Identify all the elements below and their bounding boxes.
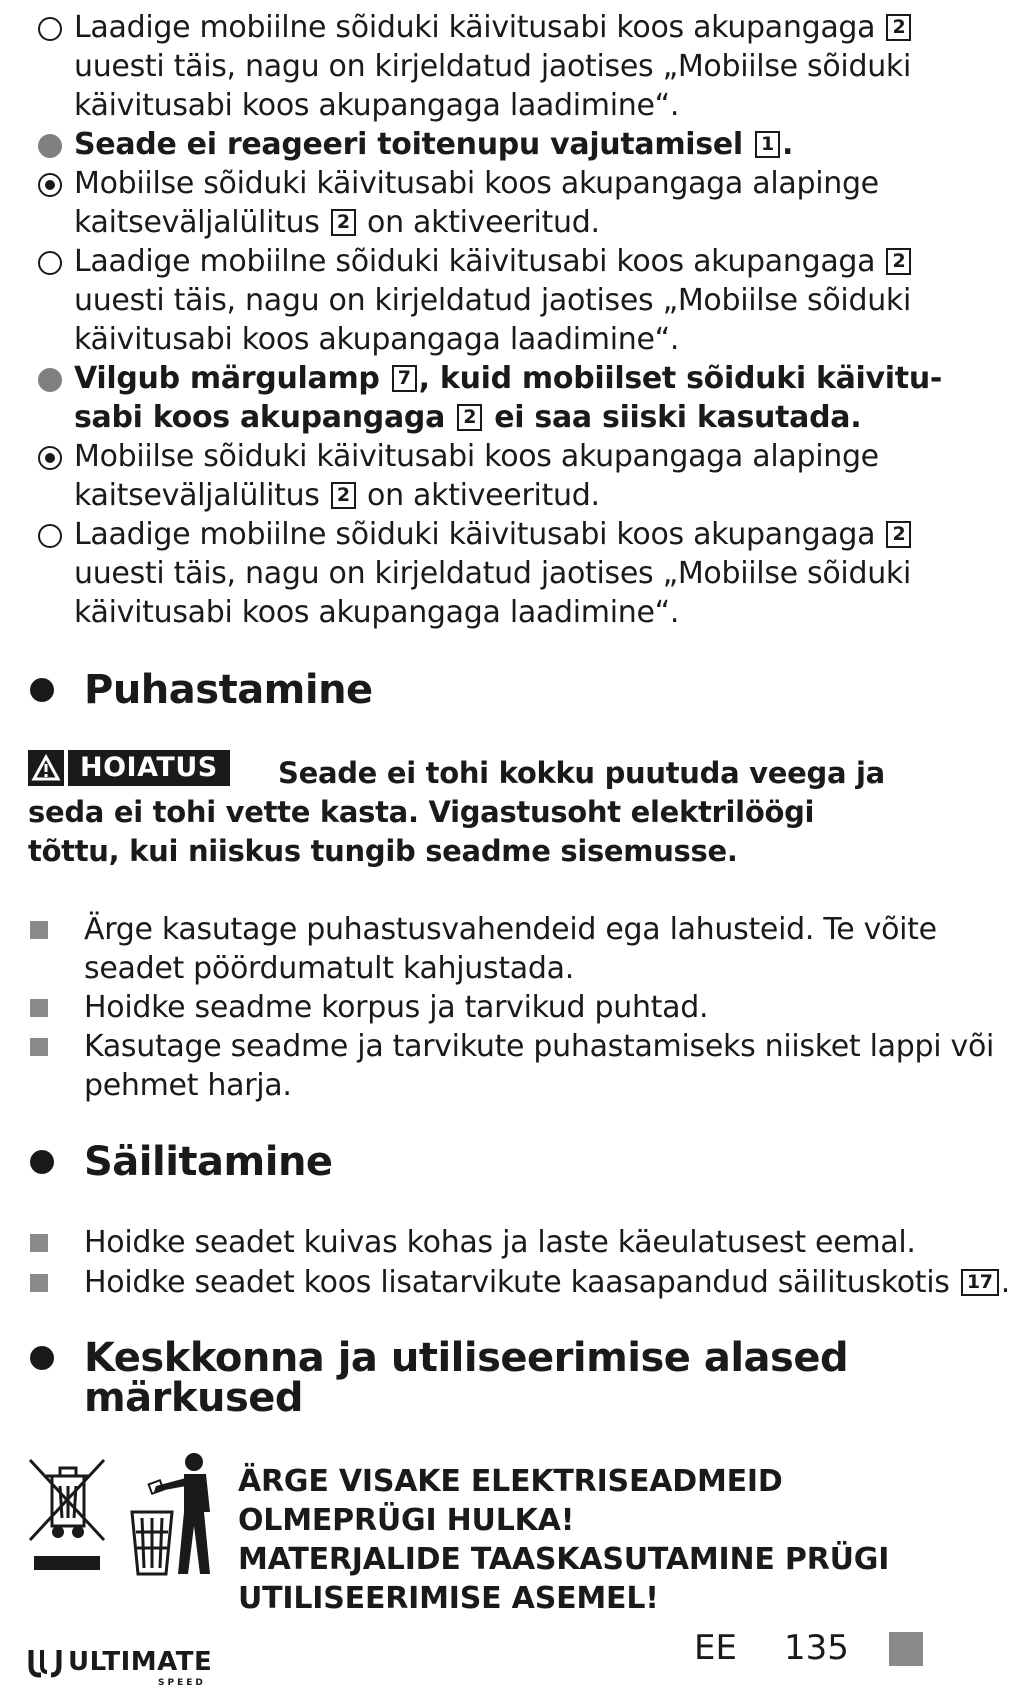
litter-disposal-icon <box>128 1452 220 1578</box>
list-item: Kasutage seadme ja tarvikute puhastamiseks niisket lappi või <box>84 1029 995 1064</box>
part-number: 17 <box>961 1269 999 1296</box>
part-number: 7 <box>392 365 417 392</box>
part-number: 2 <box>457 404 482 431</box>
fault-line <box>0 125 950 164</box>
list-item-cont: seadet pöördumatult kahjustada. <box>84 951 574 986</box>
remedy-line <box>0 554 950 593</box>
part-number: 2 <box>331 482 356 509</box>
brand-name: ULTIMATE <box>68 1647 213 1677</box>
line-text: sabi koos akupangaga 2 ei saa siiski kasutada. <box>74 400 862 435</box>
line-text: Laadige mobiilne sõiduki käivitusabi koos akupangaga 2 <box>74 242 913 281</box>
page-corner-marker <box>889 1632 923 1666</box>
list-square-icon <box>30 999 48 1017</box>
warning-text-line: seda ei tohi vette kasta. Vigastusoht elektrilöögi <box>28 795 815 829</box>
cause-bullet-icon <box>38 173 62 197</box>
list-square-icon <box>30 1274 48 1292</box>
fault-bullet-icon <box>38 368 62 392</box>
part-number: 2 <box>886 14 911 41</box>
list-item: Hoidke seadme korpus ja tarvikud puhtad. <box>84 990 709 1025</box>
line-text: Mobiilse sõiduki käivitusabi koos akupangaga alapinge <box>74 439 879 474</box>
cause-line <box>0 203 950 242</box>
cause-bullet-icon <box>38 446 62 470</box>
disposal-notice-line: MATERJALIDE TAASKASUTAMINE PRÜGI <box>238 1542 890 1577</box>
section-bullet-icon <box>30 1150 54 1174</box>
warning-badge <box>28 750 230 786</box>
remedy-line <box>0 593 950 632</box>
line-text: uuesti täis, nagu on kirjeldatud jaotises „Mobiilse sõiduki <box>74 556 912 591</box>
part-number: 2 <box>886 521 911 548</box>
cause-line <box>0 437 950 476</box>
language-code: EE <box>694 1628 737 1668</box>
part-number: 2 <box>886 248 911 275</box>
section-bullet-icon <box>30 1346 54 1370</box>
list-item: Ärge kasutage puhastusvahendeid ega lahusteid. Te võite <box>84 912 937 947</box>
remedy-line <box>0 242 950 281</box>
line-text: Laadige mobiilne sõiduki käivitusabi koos akupangaga 2 <box>74 515 913 554</box>
remedy-line <box>0 320 950 359</box>
remedy-bullet-icon <box>38 524 62 548</box>
brand-sub: SPEED <box>158 1678 206 1688</box>
environment-heading-cont: märkused <box>84 1375 304 1421</box>
part-number: 1 <box>755 131 780 158</box>
line-text: Vilgub märgulamp 7 , kuid mobiilset sõiduki käivitu- <box>74 361 943 396</box>
list-square-icon <box>30 1234 48 1252</box>
fault-bullet-icon <box>38 134 62 158</box>
cause-line <box>0 476 950 515</box>
line-text: uuesti täis, nagu on kirjeldatud jaotises „Mobiilse sõiduki <box>74 49 912 84</box>
remedy-bullet-icon <box>38 251 62 275</box>
line-text: Mobiilse sõiduki käivitusabi koos akupangaga alapinge <box>74 166 879 201</box>
remedy-line <box>0 86 950 125</box>
remedy-line <box>0 47 950 86</box>
brand-logo <box>28 1646 212 1678</box>
line-text: käivitusabi koos akupangaga laadimine“. <box>74 322 680 357</box>
line-text: kaitseväljalülitus 2 on aktiveeritud. <box>74 205 600 240</box>
list-square-icon <box>30 921 48 939</box>
part-number: 2 <box>331 209 356 236</box>
line-text: Seade ei reageeri toitenupu vajutamisel 1 . <box>74 127 794 162</box>
cleaning-heading: Puhastamine <box>84 667 373 713</box>
line-text: kaitseväljalülitus 2 on aktiveeritud. <box>74 478 600 513</box>
warning-text-line: tõttu, kui niiskus tungib seadme sisemusse. <box>28 834 738 868</box>
warning-triangle-icon <box>28 750 64 786</box>
disposal-notice-line: ÄRGE VISAKE ELEKTRISEADMEID <box>238 1464 783 1499</box>
brand-mark-icon <box>28 1646 62 1678</box>
line-text: käivitusabi koos akupangaga laadimine“. <box>74 595 680 630</box>
line-text: käivitusabi koos akupangaga laadimine“. <box>74 88 680 123</box>
page-number: 135 <box>784 1628 849 1668</box>
list-item-cont: pehmet harja. <box>84 1068 292 1103</box>
list-item: Hoidke seadet koos lisatarvikute kaasapandud säilituskotis 17 . <box>84 1265 1010 1300</box>
line-text: Laadige mobiilne sõiduki käivitusabi koos akupangaga 2 <box>74 8 913 47</box>
remedy-line <box>0 281 950 320</box>
warning-label: HOIATUS <box>68 750 230 786</box>
disposal-notice-line: UTILISEERIMISE ASEMEL! <box>238 1581 659 1616</box>
warning-text-line: Seade ei tohi kokku puutuda veega ja <box>278 756 885 790</box>
remedy-line <box>0 8 950 47</box>
disposal-notice-line: OLMEPRÜGI HULKA! <box>238 1503 575 1538</box>
section-bullet-icon <box>30 678 54 702</box>
list-item: Hoidke seadet kuivas kohas ja laste käeulatusest eemal. <box>84 1225 916 1260</box>
remedy-bullet-icon <box>38 17 62 41</box>
storage-heading: Säilitamine <box>84 1139 333 1185</box>
list-square-icon <box>30 1038 48 1056</box>
crossed-out-wheelie-bin-icon <box>26 1456 108 1572</box>
remedy-line <box>0 515 950 554</box>
fault-line <box>0 359 950 398</box>
line-text: uuesti täis, nagu on kirjeldatud jaotises „Mobiilse sõiduki <box>74 283 912 318</box>
environment-heading: Keskkonna ja utiliseerimise alased <box>84 1335 849 1381</box>
cause-line <box>0 164 950 203</box>
fault-line <box>0 398 950 437</box>
